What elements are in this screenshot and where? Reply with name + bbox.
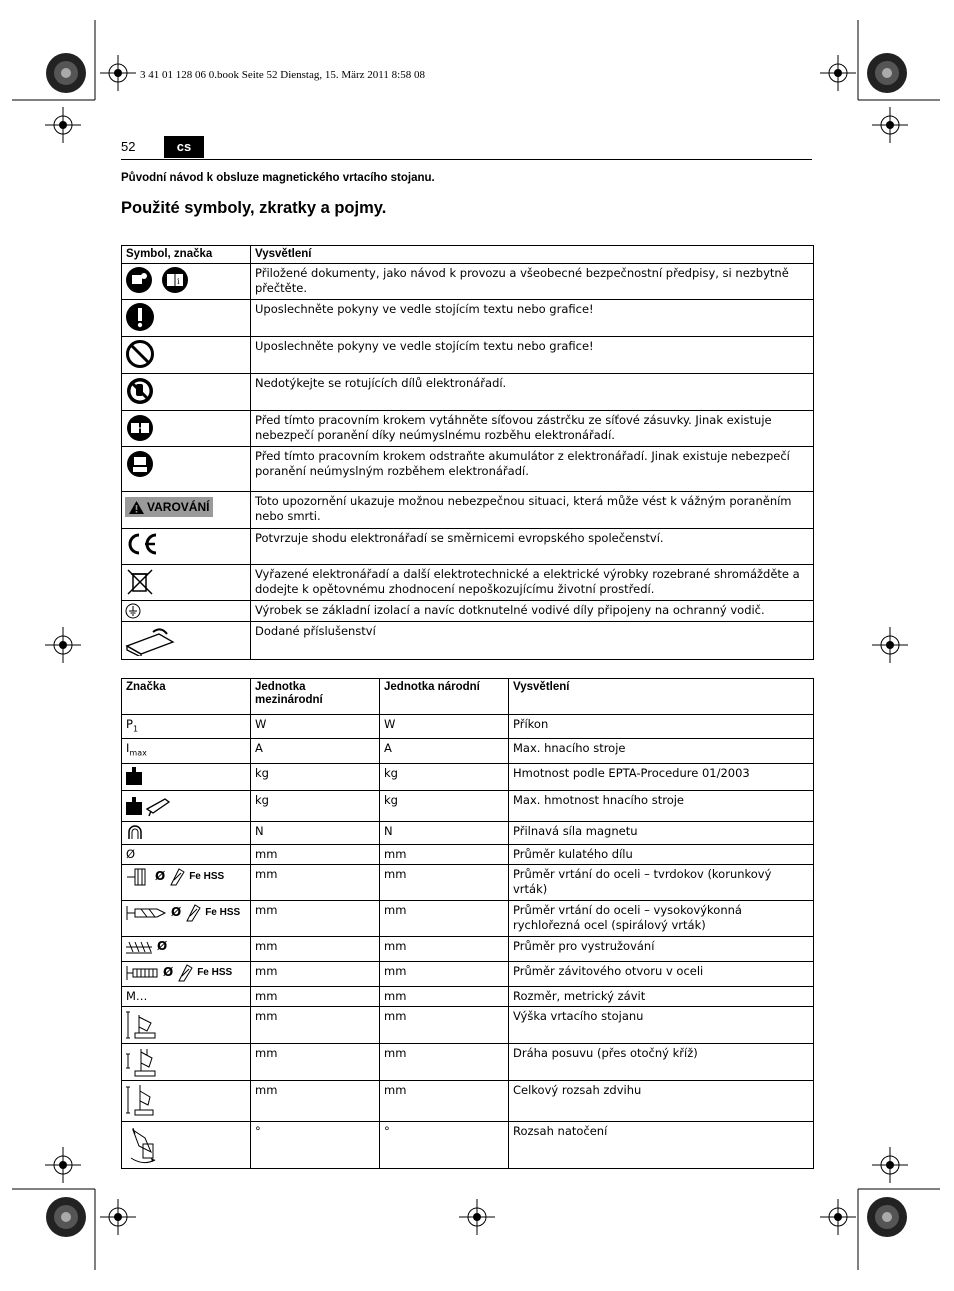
table-row bbox=[122, 1043, 814, 1080]
unit-intl-cell: mm bbox=[251, 986, 380, 1006]
symbol-cell bbox=[122, 821, 251, 844]
file-info-line: 3 41 01 128 06 0.book Seite 52 Dienstag, 15. März 2011 8:58 08 bbox=[140, 69, 425, 81]
symbol-cell bbox=[122, 900, 251, 936]
unit-intl-cell: ° bbox=[251, 1121, 380, 1168]
unit-national-cell: W bbox=[380, 715, 509, 739]
symbol-cell bbox=[122, 300, 251, 337]
tap-symbol bbox=[125, 964, 247, 982]
unit-intl-cell: mm bbox=[251, 961, 380, 986]
table-row bbox=[122, 790, 814, 821]
diameter-sign: Ø bbox=[171, 905, 182, 920]
accessory-case-icon bbox=[125, 624, 175, 656]
remove-battery-icon bbox=[125, 449, 155, 479]
section-title: Použité symboly, zkratky a pojmy. bbox=[121, 199, 387, 217]
table-row bbox=[122, 492, 814, 529]
unit-national-cell: ° bbox=[380, 1121, 509, 1168]
symbol-cell bbox=[122, 337, 251, 374]
protective-earth-icon bbox=[125, 603, 141, 619]
unit-national-cell: mm bbox=[380, 900, 509, 936]
twist-drill-icon bbox=[125, 903, 167, 923]
explanation-cell: Celkový rozsah zdvihu bbox=[509, 1080, 814, 1121]
table-row bbox=[122, 447, 814, 492]
symbol-cell bbox=[122, 264, 251, 300]
symbol-cell bbox=[122, 739, 251, 763]
unit-intl-cell: A bbox=[251, 739, 380, 763]
diameter-sign: Ø bbox=[163, 965, 174, 980]
table-row bbox=[122, 864, 814, 900]
unit-national-cell: kg bbox=[380, 763, 509, 790]
unit-intl-cell: mm bbox=[251, 1080, 380, 1121]
unit-intl-cell: kg bbox=[251, 763, 380, 790]
explanation-cell: Rozměr, metrický závit bbox=[509, 986, 814, 1006]
do-not-touch-icon bbox=[125, 376, 155, 406]
material-tag: Fe HSS bbox=[205, 907, 241, 919]
symbol-cell bbox=[122, 565, 251, 601]
table-row bbox=[122, 936, 814, 961]
unit-national-cell: mm bbox=[380, 1043, 509, 1080]
read-instructions-icon bbox=[125, 266, 153, 294]
table-row bbox=[122, 821, 814, 844]
symbol-cell bbox=[122, 529, 251, 565]
symbol-cell bbox=[122, 936, 251, 961]
explanation-cell: Průměr závitového otvoru v oceli bbox=[509, 961, 814, 986]
symbol-cell bbox=[122, 411, 251, 447]
column-header-symbol: Značka bbox=[122, 679, 251, 715]
column-header-unit-national: Jednotka národní bbox=[380, 679, 509, 715]
explanation-cell: Výška vrtacího stojanu bbox=[509, 1006, 814, 1043]
explanation-cell: Vyřazené elektronářadí a další elektrotechnické a elektrické výrobky rozebrané shromážděte a dodejte k opětovnému zhodnocení nepoškozujícímu životní prostředí. bbox=[251, 565, 814, 601]
explanation-cell: Nedotýkejte se rotujících dílů elektronářadí. bbox=[251, 374, 814, 411]
material-tag: Fe HSS bbox=[189, 871, 225, 883]
steel-material-icon bbox=[177, 964, 193, 982]
page-number: 52 bbox=[121, 139, 136, 154]
diameter-sign: Ø bbox=[157, 939, 168, 954]
unit-national-cell: mm bbox=[380, 864, 509, 900]
explanation-cell: Dodané příslušenství bbox=[251, 622, 814, 660]
table-header-row bbox=[122, 679, 814, 715]
symbol-cell bbox=[122, 622, 251, 660]
steel-material-icon bbox=[169, 868, 185, 886]
unit-national-cell: A bbox=[380, 739, 509, 763]
symbol-cell bbox=[122, 447, 251, 492]
symbol-text: P bbox=[126, 717, 133, 731]
column-header-explanation: Vysvětlení bbox=[509, 679, 814, 715]
reamer-symbol bbox=[125, 939, 247, 955]
unit-national-cell: mm bbox=[380, 961, 509, 986]
explanation-cell: Rozsah natočení bbox=[509, 1121, 814, 1168]
unit-intl-cell: mm bbox=[251, 900, 380, 936]
table-row bbox=[122, 844, 814, 864]
ce-mark-icon bbox=[125, 531, 159, 557]
unit-national-cell: mm bbox=[380, 1006, 509, 1043]
column-header-explanation: Vysvětlení bbox=[251, 246, 814, 264]
symbol-cell: Ø bbox=[122, 844, 251, 864]
table-header-row bbox=[122, 246, 814, 264]
document-subtitle: Původní návod k obsluze magnetického vrtacího stojanu. bbox=[121, 172, 435, 184]
column-header-unit-international: Jednotka mezinárodní bbox=[251, 679, 380, 715]
table-row bbox=[122, 986, 814, 1006]
unit-intl-cell: mm bbox=[251, 864, 380, 900]
table-row bbox=[122, 900, 814, 936]
weight-drill-icon bbox=[125, 793, 171, 817]
explanation-cell: Přilnavá síla magnetu bbox=[509, 821, 814, 844]
table-row bbox=[122, 529, 814, 565]
language-badge: cs bbox=[164, 136, 204, 158]
units-table bbox=[121, 678, 814, 1169]
table-row bbox=[122, 300, 814, 337]
swivel-range-icon bbox=[125, 1124, 161, 1166]
column-header-symbol: Symbol, značka bbox=[122, 246, 251, 264]
table-row bbox=[122, 961, 814, 986]
table-row bbox=[122, 1080, 814, 1121]
unit-intl-cell: kg bbox=[251, 790, 380, 821]
explanation-cell: Příkon bbox=[509, 715, 814, 739]
exclamation-icon bbox=[125, 302, 155, 332]
symbol-subscript: 1 bbox=[132, 724, 139, 734]
manual-read-icons bbox=[125, 266, 247, 294]
unit-national-cell: mm bbox=[380, 986, 509, 1006]
table-row bbox=[122, 337, 814, 374]
weight-icon bbox=[125, 766, 143, 786]
stand-height-icon bbox=[125, 1009, 159, 1041]
symbol-cell bbox=[122, 763, 251, 790]
steel-material-icon bbox=[185, 904, 201, 922]
table-row bbox=[122, 739, 814, 763]
reamer-icon bbox=[125, 939, 153, 955]
warning-label bbox=[125, 497, 213, 517]
tap-icon bbox=[125, 964, 159, 982]
unit-intl-cell: N bbox=[251, 821, 380, 844]
prohibition-icon bbox=[125, 339, 155, 369]
crossed-bin-icon bbox=[125, 567, 155, 597]
symbol-cell bbox=[122, 601, 251, 622]
explanation-cell: Průměr pro vystružování bbox=[509, 936, 814, 961]
table-row bbox=[122, 411, 814, 447]
unit-intl-cell: mm bbox=[251, 936, 380, 961]
twist-drill-symbol bbox=[125, 903, 247, 923]
explanation-cell: Max. hnacího stroje bbox=[509, 739, 814, 763]
header-rule bbox=[121, 159, 812, 160]
explanation-cell: Dráha posuvu (přes otočný kříž) bbox=[509, 1043, 814, 1080]
symbol-cell bbox=[122, 492, 251, 529]
explanation-cell: Výrobek se základní izolací a navíc dotknutelné vodivé díly připojeny na ochranný vodič. bbox=[251, 601, 814, 622]
explanation-cell: Max. hmotnost hnacího stroje bbox=[509, 790, 814, 821]
core-drill-symbol bbox=[125, 867, 247, 887]
unit-national-cell: mm bbox=[380, 936, 509, 961]
unit-national-cell: N bbox=[380, 821, 509, 844]
material-tag: Fe HSS bbox=[197, 967, 233, 979]
explanation-cell: Uposlechněte pokyny ve vedle stojícím textu nebo grafice! bbox=[251, 337, 814, 374]
explanation-cell: Průměr vrtání do oceli – vysokovýkonná rychlořezná ocel (spirálový vrták) bbox=[509, 900, 814, 936]
symbol-cell bbox=[122, 864, 251, 900]
magnet-icon bbox=[125, 824, 145, 840]
table-row bbox=[122, 374, 814, 411]
table-row bbox=[122, 1121, 814, 1168]
svg-text:i: i bbox=[177, 277, 180, 286]
feed-travel-icon bbox=[125, 1046, 159, 1078]
symbol-cell bbox=[122, 374, 251, 411]
unit-intl-cell: mm bbox=[251, 1006, 380, 1043]
table-row bbox=[122, 622, 814, 660]
explanation-cell: Před tímto pracovním krokem vytáhněte síťovou zástrčku ze síťové zásuvky. Jinak existuje nebezpečí poranění díky neúmyslnému rozběhu elektronářadí. bbox=[251, 411, 814, 447]
core-drill-icon bbox=[125, 867, 151, 887]
table-row bbox=[122, 715, 814, 739]
symbol-cell bbox=[122, 1121, 251, 1168]
symbol-cell bbox=[122, 1043, 251, 1080]
symbols-table bbox=[121, 245, 814, 660]
table-row bbox=[122, 601, 814, 622]
explanation-cell: Hmotnost podle EPTA-Procedure 01/2003 bbox=[509, 763, 814, 790]
explanation-cell: Před tímto pracovním krokem odstraňte akumulátor z elektronářadí. Jinak existuje nebezpečí poranění neúmyslným rozběhem elektronářadí. bbox=[251, 447, 814, 492]
total-stroke-icon bbox=[125, 1083, 159, 1117]
symbol-subscript: max bbox=[129, 748, 147, 758]
table-row bbox=[122, 1006, 814, 1043]
explanation-cell: Průměr kulatého dílu bbox=[509, 844, 814, 864]
table-row bbox=[122, 565, 814, 601]
warning-label-text: VAROVÁNÍ bbox=[147, 499, 210, 514]
unit-national-cell: mm bbox=[380, 844, 509, 864]
unit-intl-cell: mm bbox=[251, 1043, 380, 1080]
explanation-cell: Potvrzuje shodu elektronářadí se směrnicemi evropského společenství. bbox=[251, 529, 814, 565]
symbol-cell bbox=[122, 790, 251, 821]
warning-triangle-icon bbox=[129, 501, 144, 514]
symbol-text: I bbox=[126, 741, 130, 756]
explanation-cell: Průměr vrtání do oceli – tvrdokov (korunkový vrták) bbox=[509, 864, 814, 900]
symbol-cell bbox=[122, 1006, 251, 1043]
symbol-cell bbox=[122, 1080, 251, 1121]
unit-national-cell: kg bbox=[380, 790, 509, 821]
symbol-cell: M… bbox=[122, 986, 251, 1006]
unit-intl-cell: mm bbox=[251, 844, 380, 864]
explanation-cell: Toto upozornění ukazuje možnou nebezpečnou situaci, která může vést k vážným poraněním nebo smrti. bbox=[251, 492, 814, 529]
unplug-icon bbox=[125, 413, 155, 443]
explanation-cell: Přiložené dokumenty, jako návod k provozu a všeobecné bezpečnostní předpisy, si nezbytně přečtěte. bbox=[251, 264, 814, 300]
table-row bbox=[122, 264, 814, 300]
manual-book-icon bbox=[161, 266, 189, 294]
table-row bbox=[122, 763, 814, 790]
symbol-cell bbox=[122, 715, 251, 739]
diameter-sign: Ø bbox=[155, 869, 166, 884]
unit-intl-cell: W bbox=[251, 715, 380, 739]
symbol-cell bbox=[122, 961, 251, 986]
explanation-cell: Uposlechněte pokyny ve vedle stojícím textu nebo grafice! bbox=[251, 300, 814, 337]
unit-national-cell: mm bbox=[380, 1080, 509, 1121]
